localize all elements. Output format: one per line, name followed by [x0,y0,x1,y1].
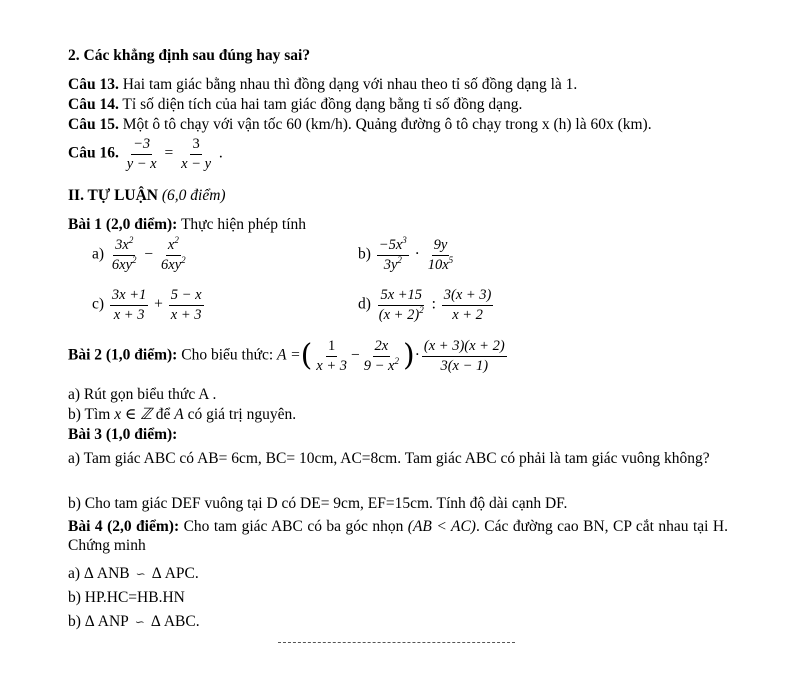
bai1-b: b) $\frac{-5x^3}{3y^2}$ · $\frac{9y}{10x^5}$ [358,235,454,273]
bai1-heading: Bài 1 (2,0 điểm): Thực hiện phép tính [68,216,307,233]
question-16: Câu 16. $\frac{-3}{y - x}$ = $\frac{3}{x - y}$ . [68,136,223,172]
bai4-c: b) Δ ANP ∽ Δ ABC. [68,613,200,630]
end-separator [278,642,515,643]
q16-lhs-fraction: $\frac{-3}{y - x}$ [126,136,157,172]
left-paren: ( [300,338,313,374]
bai3-heading: Bài 3 (1,0 điểm): [68,426,178,443]
bai2-a: a) Rút gọn biểu thức A . [68,386,217,403]
bai3-a: a) Tam giác ABC có AB= 6cm, BC= 10cm, AC=8cm. Tam giác ABC có phải là tam giác vuông không? [68,450,710,467]
bai4-a: a) Δ ANB ∽ Δ APC. [68,565,199,582]
bai4-heading: Bài 4 (2,0 điểm): Cho tam giác ABC có ba góc nhọn (AB < AC). Các đường cao BN, CP cắt nhau tại H. Chứng minh [68,518,728,555]
question-14: Câu 14. Tỉ số diện tích của hai tam giác đồng dạng bằng tỉ số đồng dạng. [68,96,523,113]
bai2-b: b) Tìm x ∈ ℤ để A có giá trị nguyên. [68,406,297,423]
similar-symbol: ∽ [135,567,146,581]
part2-title: II. TỰ LUẬN (6,0 điểm) [68,187,226,204]
bai1-c: c) $\frac{3x +1}{x + 3}$ + $\frac{5 - x}{x + 3}$ [92,287,202,323]
similar-symbol: ∽ [134,615,145,629]
right-paren: ) [403,338,415,374]
bai2-heading: Bài 2 (1,0 điểm): Cho biểu thức: A =( $\frac{1}{x + 3}$ − $\frac{2x}{9 - x^2}$ )· $\frac{(x + 3)(x + 2)}{3(x - 1)}$ [68,338,505,374]
bai1-d: d) $\frac{5x +15}{(x + 2)^2}$ : $\frac{3(x + 3)}{x + 2}$ [358,287,492,323]
q16-rhs-fraction: $\frac{3}{x - y}$ [181,136,212,172]
bai3-b: b) Cho tam giác DEF vuông tại D có DE= 9cm, EF=15cm. Tính độ dài cạnh DF. [68,495,568,512]
bai4-b: b) HP.HC=HB.HN [68,589,185,606]
section2-title: 2. Các khẳng định sau đúng hay sai? [68,47,311,64]
question-13: Câu 13. Hai tam giác bằng nhau thì đồng dạng với nhau theo tỉ số đồng dạng là 1. [68,76,578,93]
question-15: Câu 15. Một ô tô chạy với vận tốc 60 (km/h). Quảng đường ô tô chạy trong x (h) là 60x (km). [68,116,652,133]
bai1-a: a) $\frac{3x^2}{6xy^2}$ − $\frac{x^2}{6xy^2}$ [92,235,186,273]
